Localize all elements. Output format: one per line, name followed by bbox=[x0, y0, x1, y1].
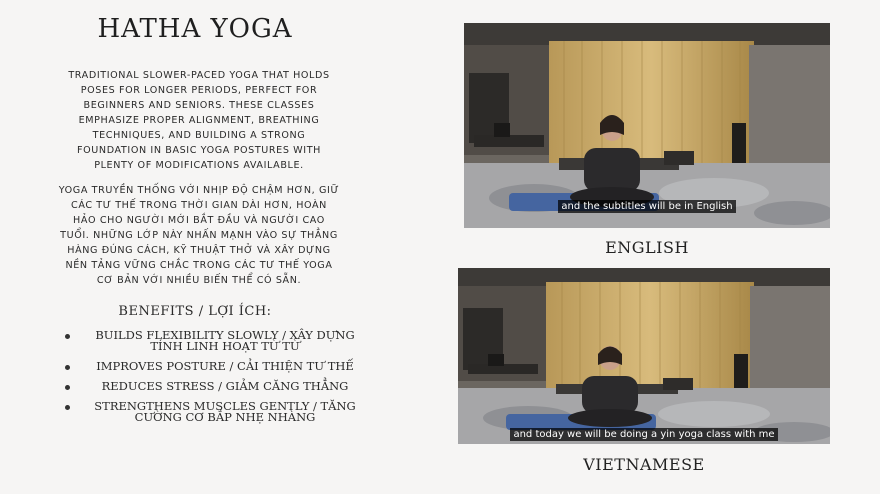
benefit-text: STRENGTHENS MUSCLES GENTLY / TĂNG CƯỜNG CƠ BẮP NHẸ NHÀNG bbox=[94, 399, 356, 424]
benefits-list bbox=[60, 330, 360, 432]
benefits-heading: BENEFITS / LỢI ÍCH: bbox=[118, 304, 272, 319]
video-vietnamese[interactable] bbox=[458, 268, 830, 444]
description-english: TRADITIONAL SLOWER-PACED YOGA THAT HOLDS POSES FOR LONGER PERIODS, PERFECT FOR BEGINNERS AND SENIORS. THESE CLASSES EMPHASIZE PROPER ALIGNMENT, BREATHING TECHNIQUES, AND BUILDING A STRONG FOUNDATION IN BASIC YOGA POSTURES WITH PLENTY OF MODIFICATIONS AVAILABLE. bbox=[68, 70, 330, 171]
video-frame-vietnamese bbox=[458, 268, 830, 444]
subtitle-text: and the subtitles will be in English bbox=[558, 200, 735, 213]
list-item bbox=[60, 361, 360, 372]
video-frame-english bbox=[464, 23, 830, 228]
subtitle-vietnamese bbox=[458, 429, 830, 440]
subtitle-english bbox=[464, 201, 830, 212]
description-vietnamese: YOGA TRUYỀN THỐNG VỚI NHỊP ĐỘ CHẬM HƠN, GIỮ CÁC TƯ THẾ TRONG THỜI GIAN DÀI HƠN, HOÀN HẢO CHO NGƯỜI MỚI BẮT ĐẦU VÀ NGƯỜI CAO TUỔI. NHỮNG LỚP NÀY NHẤN MẠNH VÀO SỰ THẲNG HÀNG ĐÚNG CÁCH, KỸ THUẬT THỞ VÀ XÂY DỰNG NỀN TẢNG VỮNG CHẮC TRONG CÁC TƯ THẾ YOGA CƠ BẢN VỚI NHIỀU BIẾN THỂ CÓ SẴN. bbox=[58, 185, 340, 286]
bullet-icon bbox=[65, 365, 70, 370]
subtitle-text: and today we will be doing a yin yoga class with me bbox=[510, 428, 777, 441]
benefit-text: BUILDS FLEXIBILITY SLOWLY / XÂY DỰNG TÍNH LINH HOẠT TỪ TỪ bbox=[95, 328, 355, 353]
benefit-text: REDUCES STRESS / GIẢM CĂNG THẲNG bbox=[101, 379, 349, 393]
bullet-icon bbox=[65, 385, 70, 390]
bullet-icon bbox=[65, 405, 70, 410]
list-item bbox=[60, 330, 360, 352]
caption-english: ENGLISH bbox=[605, 238, 689, 257]
bullet-icon bbox=[65, 334, 70, 339]
list-item bbox=[60, 401, 360, 423]
caption-vietnamese: VIETNAMESE bbox=[583, 455, 705, 474]
list-item bbox=[60, 381, 360, 392]
video-english[interactable] bbox=[464, 23, 830, 228]
page-title: HATHA YOGA bbox=[97, 14, 293, 44]
benefit-text: IMPROVES POSTURE / CẢI THIỆN TƯ THẾ bbox=[96, 359, 354, 373]
